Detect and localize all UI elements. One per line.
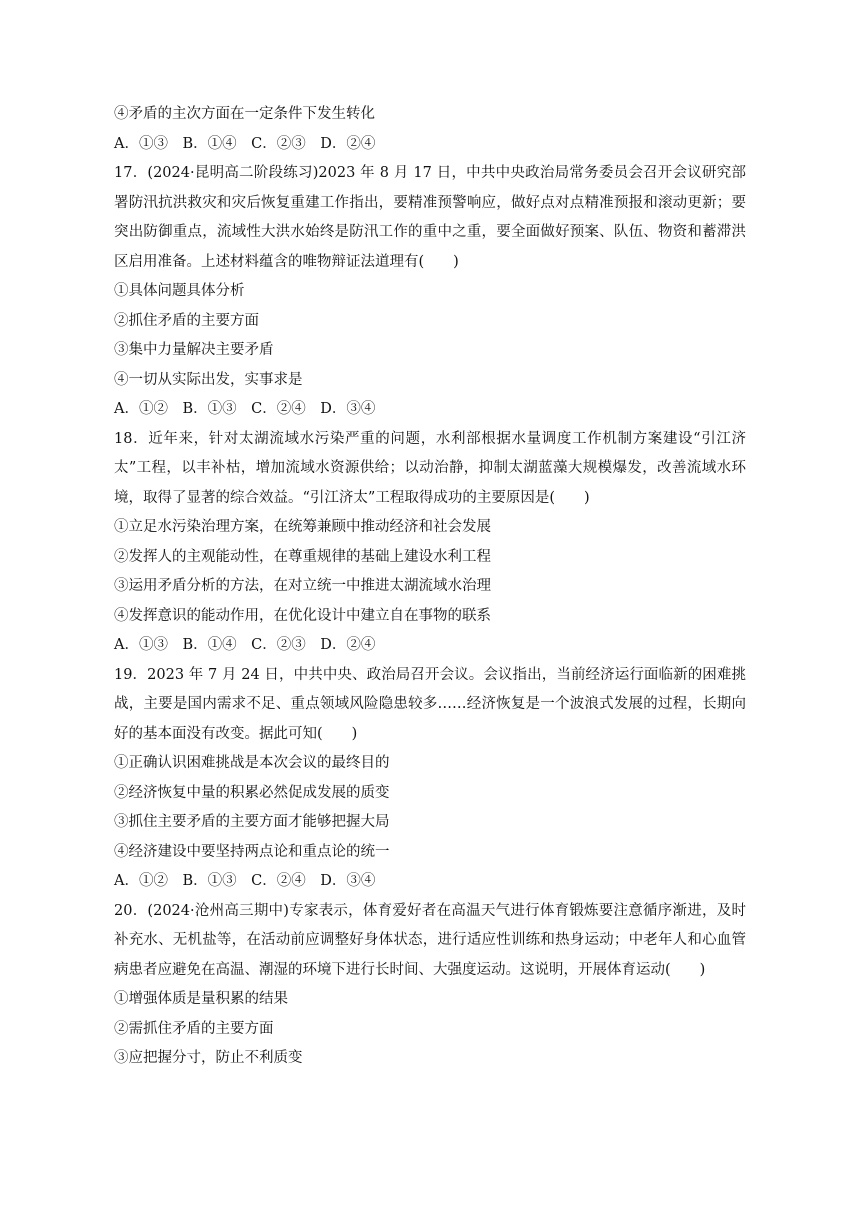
statement-line: ②经济恢复中量的积累必然促成发展的质变 (114, 784, 390, 801)
statement-line: ①具体问题具体分析 (114, 283, 245, 299)
statement-line: ③抓住主要矛盾的主要方面才能够把握大局 (114, 814, 390, 830)
question-stem: 17．(2024·昆明高二阶段练习)2023 年 8 月 17 日，中共中央政治局常务委员会召开会议研究部署防汛抗洪救灾和灾后恢复重建工作指出，要精准预警响应，做好点对点精准预报和滚动更新；要突出防御重点，流域性大洪水始终是防汛工作的重中之重，要全面做好预案、队伍、物资和蓄滞洪区启用准备。上述材料蕴含的唯物辩证法道理有( ) (114, 165, 746, 270)
question-stem: 18．近年来，针对太湖流域水污染严重的问题，水利部根据水量调度工作机制方案建设“引江济太”工程，以丰补枯，增加流域水资源供给；以动治静，抑制太湖蓝藻大规模爆发，改善流域水环境，取得了显著的综合效益。“引江济太”工程取得成功的主要原因是( ) (114, 430, 746, 506)
question-17 (114, 159, 746, 425)
statement-line: ③应把握分寸，防止不利质变 (114, 1050, 303, 1066)
question-20 (114, 897, 746, 1074)
question-19 (114, 661, 746, 897)
statement-line: ②发挥人的主观能动性，在尊重规律的基础上建设水利工程 (114, 548, 491, 565)
question-18 (114, 425, 746, 661)
statement-line: ④一切从实际出发，实事求是 (114, 371, 303, 388)
statement-line: ④经济建设中要坚持两点论和重点论的统一 (114, 843, 390, 860)
question-stem: 20．(2024·沧州高三期中)专家表示，体育爱好者在高温天气进行体育锻炼要注意循序渐进，及时补充水、无机盐等，在活动前应调整好身体状态，进行适应性训练和热身运动；中老年人和心血管病患者应避免在高温、潮湿的环境下进行长时间、大强度运动。这说明，开展体育运动( ) (114, 902, 746, 978)
answer-options: A．①② B．①③ C．②④ D．③④ (114, 873, 376, 889)
answer-options: A．①② B．①③ C．②④ D．③④ (114, 401, 376, 417)
statement-line: ①增强体质是量积累的结果 (114, 991, 288, 1007)
statement-line: ②需抓住矛盾的主要方面 (114, 1020, 274, 1037)
statement-line: ③集中力量解决主要矛盾 (114, 342, 274, 358)
statement-line: ④发挥意识的能动作用，在优化设计中建立自在事物的联系 (114, 607, 491, 624)
exam-page (114, 100, 746, 1074)
statement-line: ②抓住矛盾的主要方面 (114, 312, 259, 329)
answer-options: A．①③ B．①④ C．②③ D．②④ (114, 637, 376, 653)
question-stem: 19．2023 年 7 月 24 日，中共中央、政治局召开会议。会议指出，当前经济运行面临新的困难挑战，主要是国内需求不足、重点领域风险隐患较多……经济恢复是一个波浪式发展的过程，长期向好的基本面没有改变。据此可知( ) (114, 666, 746, 742)
statement-line: ①正确认识困难挑战是本次会议的最终目的 (114, 755, 390, 771)
answer-options: A．①③ B．①④ C．②③ D．②④ (114, 135, 376, 152)
statement-line: ④矛盾的主次方面在一定条件下发生转化 (114, 106, 375, 122)
statement-line: ③运用矛盾分析的方法，在对立统一中推进太湖流域水治理 (114, 578, 491, 594)
statement-line: ①立足水污染治理方案，在统筹兼顾中推动经济和社会发展 (114, 519, 491, 535)
